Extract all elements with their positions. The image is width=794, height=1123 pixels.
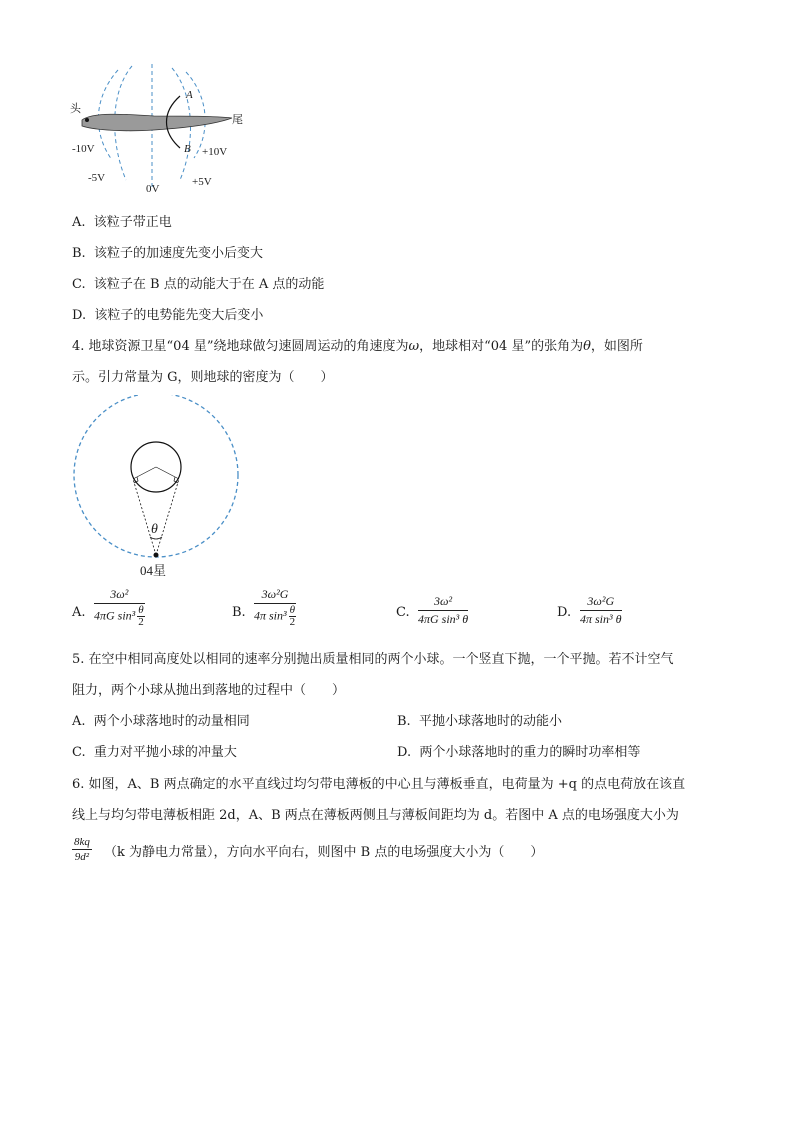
label-minus10v: -10V bbox=[72, 143, 95, 155]
satellite-dot bbox=[154, 553, 159, 558]
electric-fish-figure bbox=[64, 62, 254, 198]
label-tail: 尾 bbox=[232, 114, 243, 126]
label-plus5v: +5V bbox=[192, 176, 212, 188]
label-head: 头 bbox=[70, 103, 81, 115]
q5-option-c: C. 重力对平抛小球的冲量大 bbox=[72, 745, 237, 760]
q4-option-c-formula: $\frac{\text{3ω²}}{\text{4πG sin³ θ}}$ bbox=[418, 594, 469, 626]
label-point-b: B bbox=[184, 143, 191, 155]
q4-option-a-letter: A. bbox=[72, 605, 86, 620]
q4-option-c-letter: C. bbox=[396, 605, 410, 620]
q3-option-b: B. 该粒子的加速度先变小后变大 bbox=[72, 246, 263, 261]
q6-stem-line1: 6. 如图，A、B 两点确定的水平直线过均匀带电薄板的中心且与薄板垂直，电荷量为 +q 的点电荷放在该直 bbox=[72, 777, 686, 792]
fish-eye bbox=[85, 118, 89, 122]
q5-option-d: D. 两个小球落地时的重力的瞬时功率相等 bbox=[397, 745, 641, 760]
theta-label: θ bbox=[151, 522, 158, 537]
q5-option-b: B. 平抛小球落地时的动能小 bbox=[397, 714, 562, 729]
label-minus5v: -5V bbox=[88, 172, 106, 184]
q4-option-d-letter: D. bbox=[557, 605, 572, 620]
q4-option-a-formula: 3ω² 4πG sin³ $\frac{\theta}{2}$ bbox=[94, 587, 144, 628]
label-zero-v: 0V bbox=[146, 183, 160, 195]
q6-stem-line3: （k 为静电力常量），方向水平向右，则图中 B 点的电场强度大小为（ ） bbox=[104, 845, 544, 860]
q4-stem-line2: 示。引力常量为 G，则地球的密度为（ ） bbox=[72, 370, 334, 385]
q4-option-b-formula: 3ω²G 4π sin³ $\frac{\theta}{2}$ bbox=[254, 587, 296, 628]
q4-stem-line1: 4. 地球资源卫星“04 星”绕地球做匀速圆周运动的角速度为ω，地球相对“04 星”的张角为θ，如图所 bbox=[72, 339, 643, 354]
label-point-a: A bbox=[186, 89, 193, 101]
label-plus10v: +10V bbox=[202, 146, 228, 158]
q6-field-fraction: $\frac{8kq}{\text{9d²}}$ bbox=[74, 836, 90, 863]
q5-stem-line1: 5. 在空中相同高度处以相同的速率分别抛出质量相同的两个小球。一个竖直下抛，一个平抛。若不计空气 bbox=[72, 652, 674, 667]
satellite-label: 04星 bbox=[140, 563, 167, 578]
theta-arc bbox=[150, 537, 162, 539]
q4-option-b-letter: B. bbox=[232, 605, 246, 620]
fish-body bbox=[82, 114, 232, 131]
q6-stem-line2: 线上与均匀带电薄板相距 2d，A、B 两点在薄板两侧且与薄板间距均为 d。若图中 A 点的电场强度大小为 bbox=[72, 808, 679, 823]
q5-option-a: A. 两个小球落地时的动量相同 bbox=[72, 714, 250, 729]
q4-option-d-formula: $\frac{\text{3ω²G}}{\text{4π sin³ θ}}$ bbox=[580, 594, 622, 626]
q3-option-a: A. 该粒子带正电 bbox=[72, 215, 172, 230]
satellite-orbit-figure bbox=[66, 395, 246, 581]
q3-option-c: C. 该粒子在 B 点的动能大于在 A 点的动能 bbox=[72, 277, 325, 292]
q3-option-d: D. 该粒子的电势能先变大后变小 bbox=[72, 308, 264, 323]
q5-stem-line2: 阻力，两个小球从抛出到落地的过程中（ ） bbox=[72, 683, 346, 698]
